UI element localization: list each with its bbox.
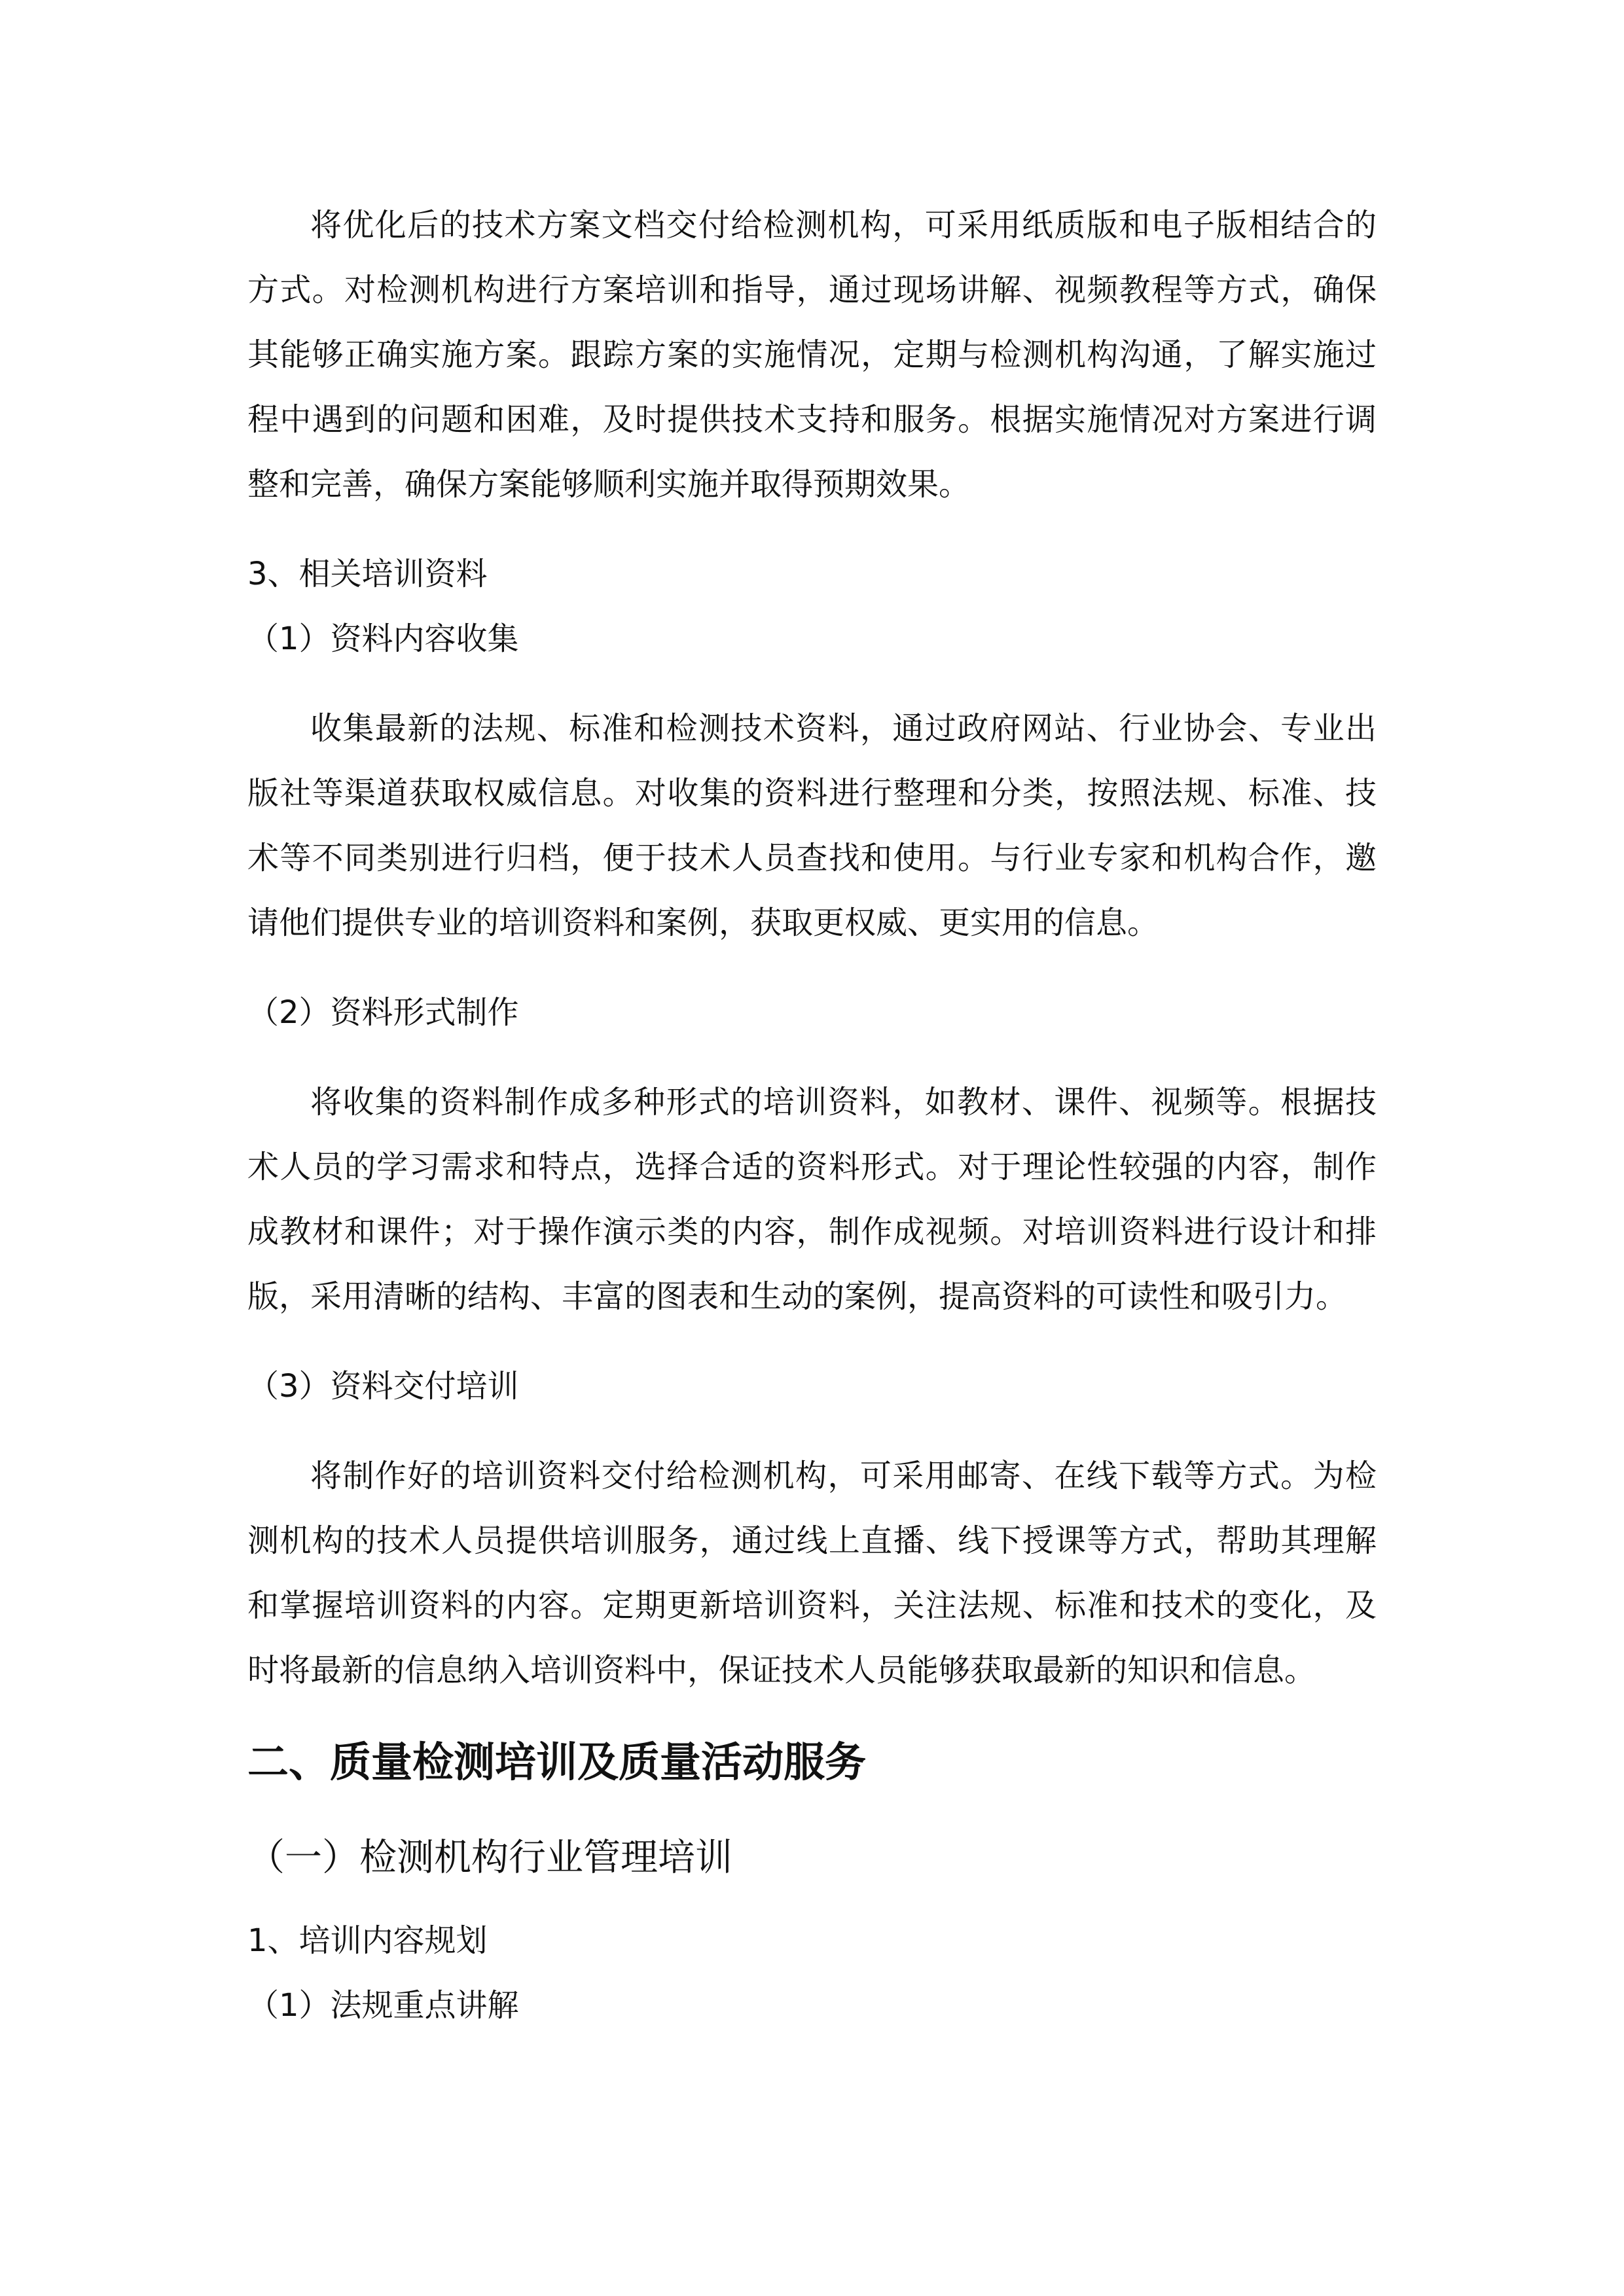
subheading-format-production: （2）资料形式制作 xyxy=(247,994,519,1031)
heading-training-materials: 3、相关培训资料 xyxy=(247,556,488,592)
paragraph-delivery-training: 将制作好的培训资料交付给检测机构，可采用邮寄、在线下载等方式。为检测机构的技术人员提供培训服务，通过线上直播、线下授课等方式，帮助其理解和掌握培训资料的内容。定期更新培训资料，关注法规、标准和技术的变化，及时将最新的信息纳入培训资料中，保证技术人员能够获取最新的知识和信息。 xyxy=(247,1458,1377,1689)
subsection-title: （一）检测机构行业管理培训 xyxy=(247,1836,732,1879)
item-content-planning: 1、培训内容规划 xyxy=(247,1922,488,1959)
subheading-content-collection: （1）资料内容收集 xyxy=(247,620,519,657)
document-body xyxy=(247,193,1377,2038)
paragraph-plan-delivery: 将优化后的技术方案文档交付给检测机构，可采用纸质版和电子版相结合的方式。对检测机构进行方案培训和指导，通过现场讲解、视频教程等方式，确保其能够正确实施方案。跟踪方案的实施情况，定期与检测机构沟通，了解实施过程中遇到的问题和困难，及时提供技术支持和服务。根据实施情况对方案进行调整和完善，确保方案能够顺利实施并取得预期效果。 xyxy=(247,207,1377,503)
paragraph-content-collection: 收集最新的法规、标准和检测技术资料，通过政府网站、行业协会、专业出版社等渠道获取权威信息。对收集的资料进行整理和分类，按照法规、标准、技术等不同类别进行归档，便于技术人员查找和使用。与行业专家和机构合作，邀请他们提供专业的培训资料和案例，获取更权威、更实用的信息。 xyxy=(247,710,1377,941)
section-title: 二、质量检测培训及质量活动服务 xyxy=(247,1738,866,1786)
paragraph-format-production: 将收集的资料制作成多种形式的培训资料，如教材、课件、视频等。根据技术人员的学习需求和特点，选择合适的资料形式。对于理论性较强的内容，制作成教材和课件；对于操作演示类的内容，制作成视频。对培训资料进行设计和排版，采用清晰的结构、丰富的图表和生动的案例，提高资料的可读性和吸引力。 xyxy=(247,1084,1377,1315)
subitem-regulation-explanation: （1）法规重点讲解 xyxy=(247,1987,519,2024)
subheading-delivery-training: （3）资料交付培训 xyxy=(247,1368,519,1405)
